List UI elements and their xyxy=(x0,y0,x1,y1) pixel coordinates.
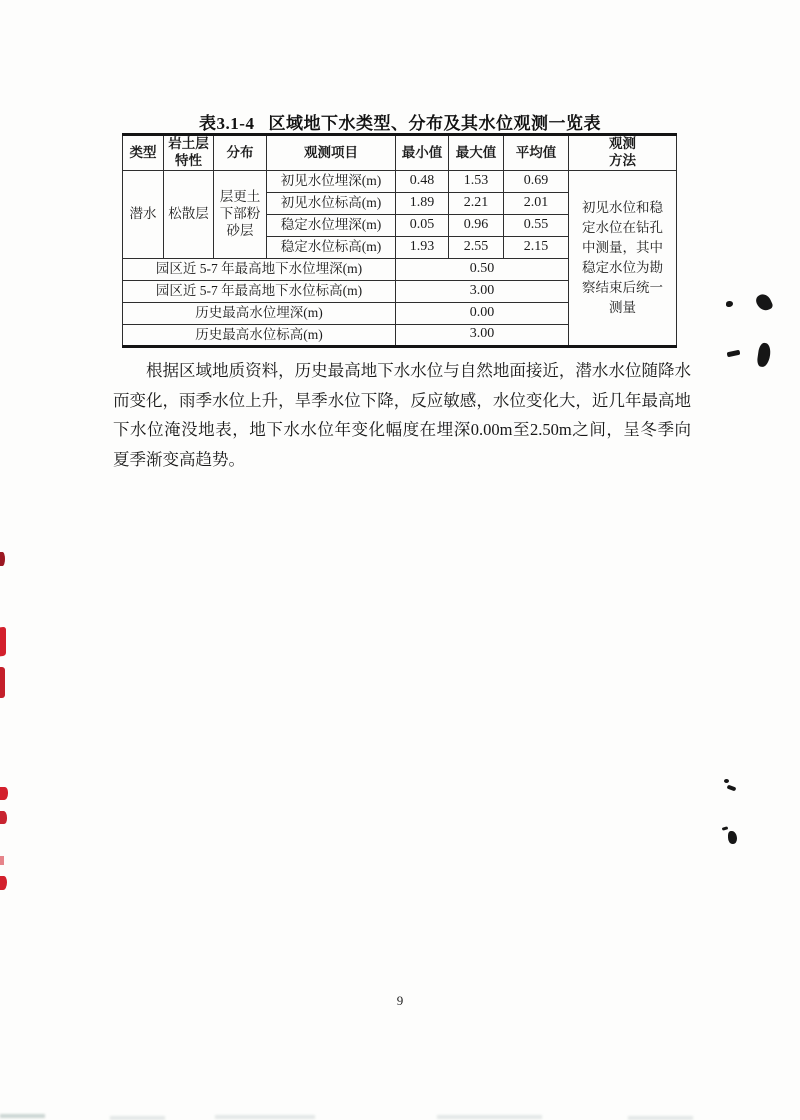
red-mark xyxy=(0,876,7,890)
header-method xyxy=(569,135,677,171)
cell-min-value: 1.93 xyxy=(396,236,449,258)
header-max: 最大值 xyxy=(449,135,504,171)
scan-smudge xyxy=(110,1116,165,1120)
summary-label: 园区近 5-7 年最高地下水位埋深(m) xyxy=(123,258,396,280)
cell-max-value: 2.55 xyxy=(449,236,504,258)
header-soil-label: 岩土层特性 xyxy=(168,136,209,168)
header-min: 最小值 xyxy=(396,135,449,171)
cell-max-value: 1.53 xyxy=(449,170,504,192)
page-number: 9 xyxy=(396,993,404,1008)
summary-label: 园区近 5-7 年最高地下水位标高(m) xyxy=(123,280,396,302)
table-header-row xyxy=(123,135,677,171)
ink-blot xyxy=(756,342,771,367)
cell-observation-item: 稳定水位埋深(m) xyxy=(267,214,396,236)
header-method-label: 观测方法 xyxy=(608,136,636,168)
red-mark xyxy=(0,627,6,657)
table-caption-label: 表3.1-4 xyxy=(199,114,255,133)
table-caption xyxy=(0,109,800,134)
cell-max-value: 0.96 xyxy=(449,214,504,236)
cell-avg-value: 0.69 xyxy=(504,170,569,192)
summary-label: 历史最高水位埋深(m) xyxy=(123,302,396,324)
ink-blot xyxy=(728,831,737,844)
summary-value: 0.00 xyxy=(396,302,569,324)
header-distribution: 分布 xyxy=(214,135,267,171)
cell-avg-value: 2.15 xyxy=(504,236,569,258)
summary-value: 3.00 xyxy=(396,280,569,302)
cell-soil-layer: 松散层 xyxy=(164,170,214,258)
cell-observation-item: 初见水位标高(m) xyxy=(267,192,396,214)
observation-method-text: 初见水位和稳定水位在钻孔中测量，其中稳定水位为勘察结束后统一测量 xyxy=(582,199,663,315)
scan-smudge xyxy=(0,1114,45,1118)
cell-observation-item: 初见水位埋深(m) xyxy=(267,170,396,192)
red-mark xyxy=(0,787,8,800)
body-paragraph: 根据区域地质资料，历史最高地下水水位与自然地面接近，潜水水位随降水而变化，雨季水位上升，旱季水位下降，反应敏感，水位变化大，近几年最高地下水位淹没地表，地下水水位年变化幅度在埋深0.00m至2.50m之间，呈冬季向夏季渐变高趋势。 xyxy=(113,361,691,469)
scan-smudge xyxy=(437,1115,542,1119)
red-mark xyxy=(0,552,5,566)
groundwater-observation-table xyxy=(122,133,677,348)
header-type: 类型 xyxy=(123,135,164,171)
summary-value: 3.00 xyxy=(396,324,569,346)
cell-distribution xyxy=(214,170,267,258)
scan-smudge xyxy=(215,1115,315,1119)
cell-observation-item: 稳定水位标高(m) xyxy=(267,236,396,258)
ink-blot xyxy=(722,826,729,830)
summary-value: 0.50 xyxy=(396,258,569,280)
header-item: 观测项目 xyxy=(267,135,396,171)
ink-blot xyxy=(727,350,741,358)
cell-max-value: 2.21 xyxy=(449,192,504,214)
summary-label: 历史最高水位标高(m) xyxy=(123,324,396,346)
cell-water-type: 潜水 xyxy=(123,170,164,258)
red-mark xyxy=(0,811,7,824)
header-avg: 平均值 xyxy=(504,135,569,171)
ink-blot xyxy=(726,301,733,307)
cell-avg-value: 0.55 xyxy=(504,214,569,236)
ink-blot xyxy=(727,785,737,792)
cell-avg-value: 2.01 xyxy=(504,192,569,214)
cell-distribution-text: 层更土下部粉砂层 xyxy=(219,188,261,238)
cell-min-value: 0.48 xyxy=(396,170,449,192)
table-caption-title: 区域地下水类型、分布及其水位观测一览表 xyxy=(268,114,601,133)
cell-observation-method xyxy=(569,170,677,346)
table-row xyxy=(123,170,677,192)
ink-blot xyxy=(754,292,774,313)
red-mark xyxy=(0,667,5,698)
ink-blot xyxy=(724,779,729,783)
cell-min-value: 1.89 xyxy=(396,192,449,214)
red-mark xyxy=(0,856,4,865)
header-soil xyxy=(164,135,214,171)
scan-smudge xyxy=(628,1116,693,1120)
cell-min-value: 0.05 xyxy=(396,214,449,236)
